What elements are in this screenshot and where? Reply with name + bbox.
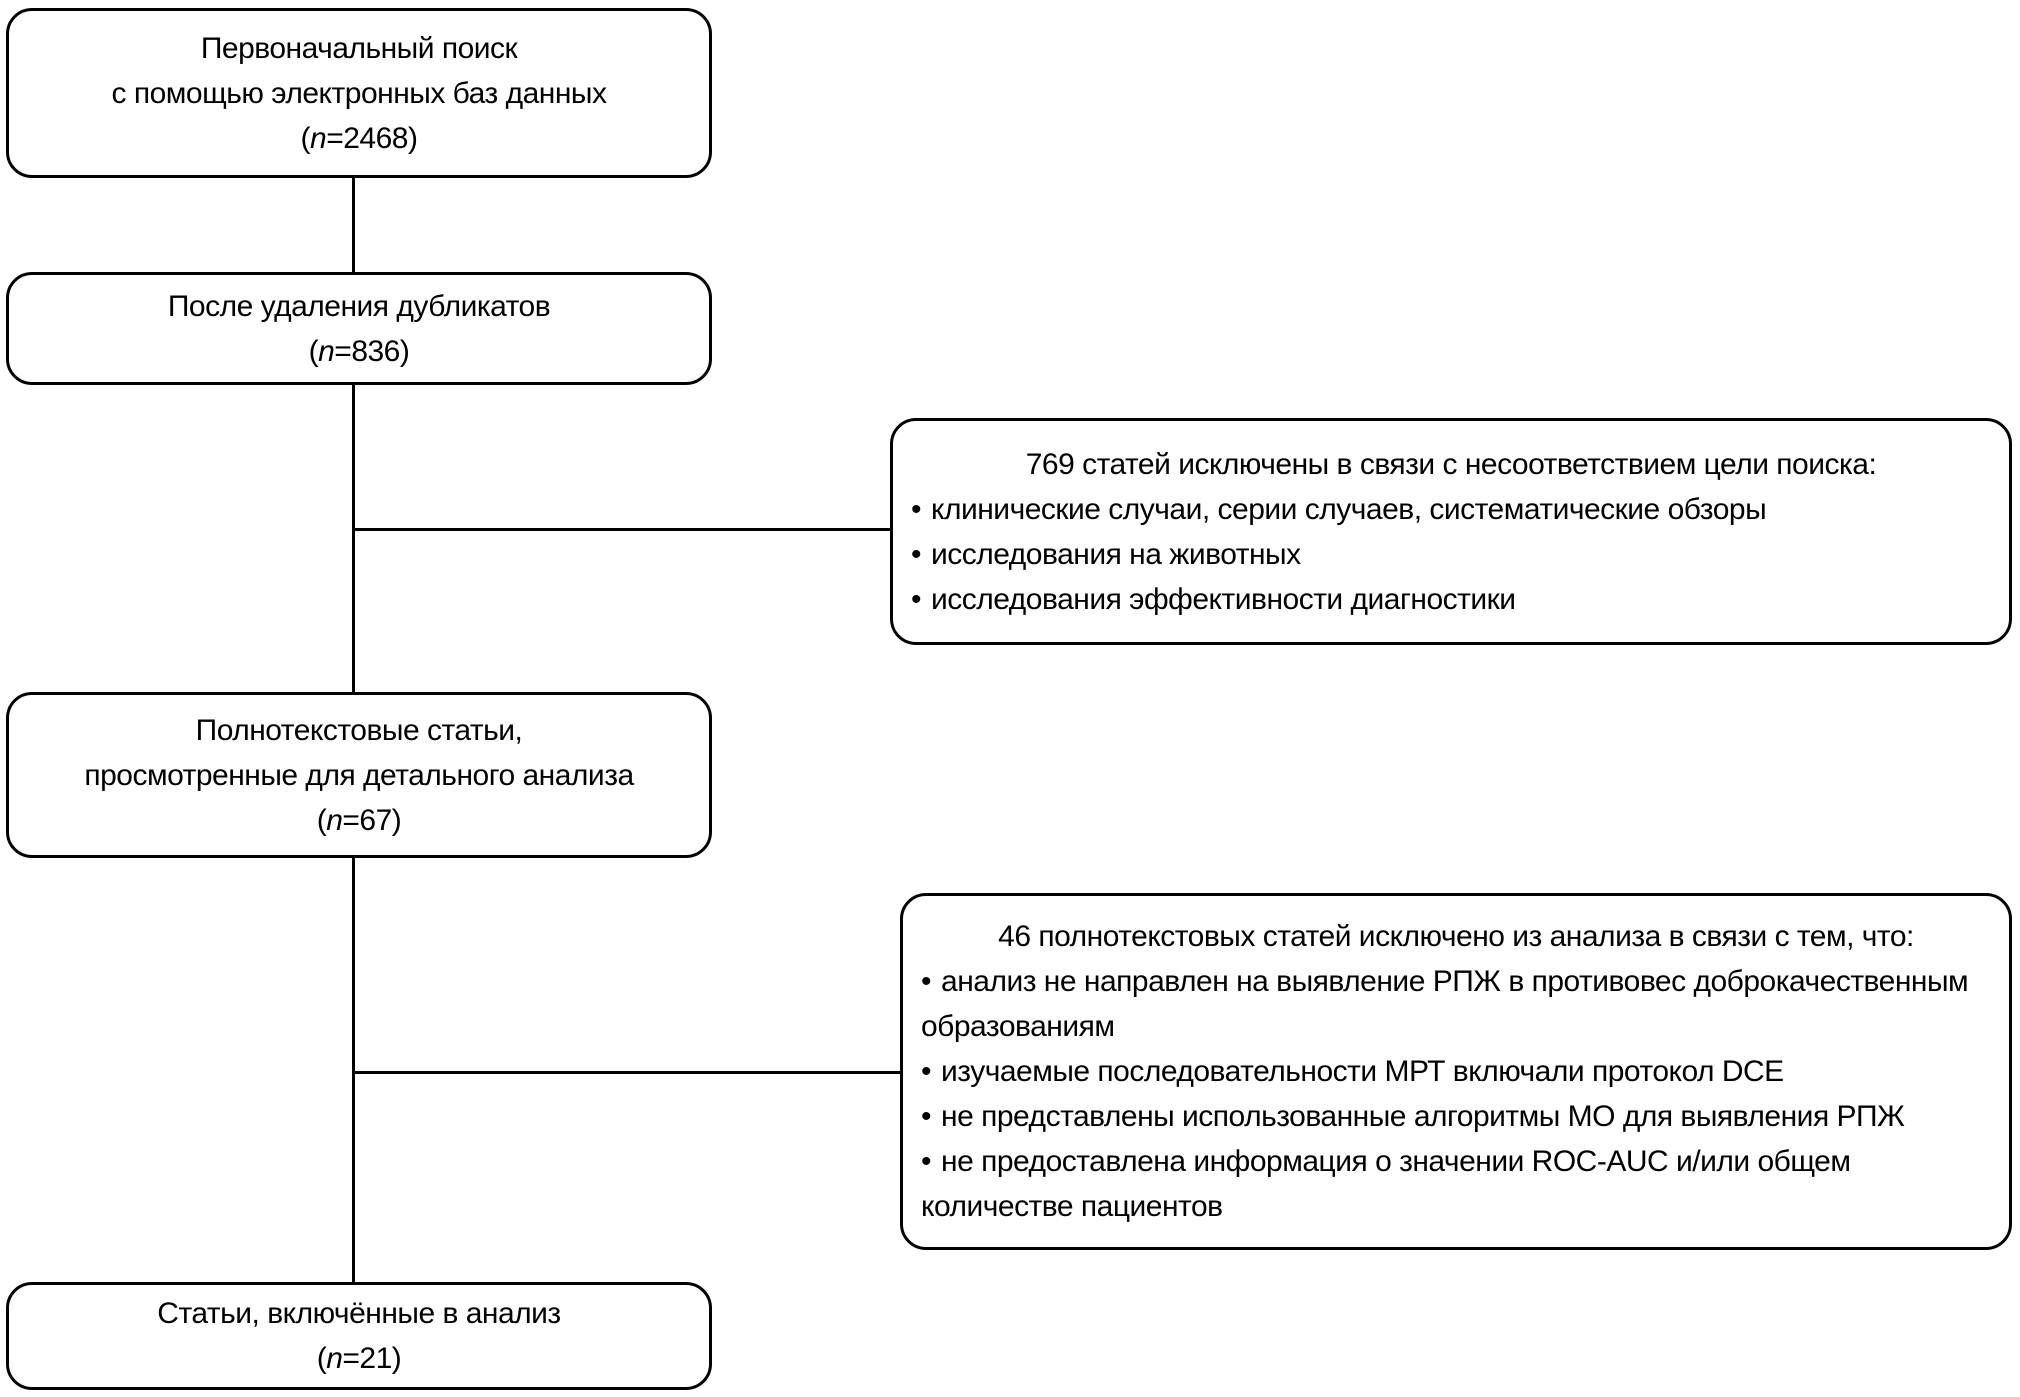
connector-initial-to-dedup: [352, 176, 355, 274]
bullet-icon: •: [921, 1145, 932, 1178]
flow-box-included-in-analysis: [6, 1282, 712, 1390]
bullet-icon: •: [921, 965, 932, 998]
branch-to-exclusion-search: [353, 528, 892, 531]
bullet-icon: •: [921, 1055, 932, 1088]
exclusion-bullet-item: • анализ не направлен на выявление РПЖ в противовес доброкачественным образованиям: [921, 959, 1991, 1049]
bullet-icon: •: [911, 492, 922, 526]
exclusion-bullet-item: • изучаемые последовательности МРТ включали протокол DCE: [921, 1049, 1991, 1094]
exclusion-box-fulltext-stage: [900, 893, 2012, 1250]
flow-box-initial-search: [6, 8, 712, 178]
flow-box-after-dedup: [6, 272, 712, 385]
box-text-line: Первоначальный поиск: [200, 31, 518, 65]
exclusion-bullet-item: • не предоставлена информация о значении ROC-AUC и/или общем количестве пациентов: [921, 1139, 1991, 1229]
connector-fulltext-to-included: [352, 856, 355, 1284]
exclusion-bullet-item: • клинические случаи, серии случаев, систематические обзоры: [911, 487, 1991, 532]
exclusion-bullet-item: • исследования эффективности диагностики: [911, 577, 1991, 622]
bullet-icon: •: [911, 537, 922, 571]
exclusion-header: 769 статей исключены в связи с несоответствием цели поиска:: [1025, 447, 1877, 481]
bullet-icon: •: [911, 582, 922, 616]
box-count: (n=21): [316, 1342, 402, 1375]
bullet-icon: •: [921, 1100, 932, 1133]
connector-dedup-to-fulltext: [352, 383, 355, 694]
exclusion-bullet-item: • исследования на животных: [911, 532, 1991, 577]
box-text-line: просмотренные для детального анализа: [84, 758, 634, 792]
branch-to-exclusion-fulltext: [353, 1071, 902, 1074]
box-count: (n=2468): [300, 121, 418, 155]
box-count: (n=67): [316, 803, 402, 837]
flow-box-fulltext-screened: [6, 692, 712, 858]
box-count: (n=836): [308, 334, 410, 368]
box-text-line: После удаления дубликатов: [167, 289, 551, 323]
exclusion-box-search-stage: [890, 418, 2012, 645]
exclusion-bullet-item: • не представлены использованные алгоритмы МО для выявления РПЖ: [921, 1094, 1991, 1139]
box-text-line: Полнотекстовые статьи,: [195, 713, 523, 747]
box-text-line: с помощью электронных баз данных: [111, 76, 607, 110]
exclusion-header: 46 полнотекстовых статей исключено из анализа в связи с тем, что:: [998, 920, 1914, 953]
box-text-line: Статьи, включённые в анализ: [157, 1297, 561, 1330]
